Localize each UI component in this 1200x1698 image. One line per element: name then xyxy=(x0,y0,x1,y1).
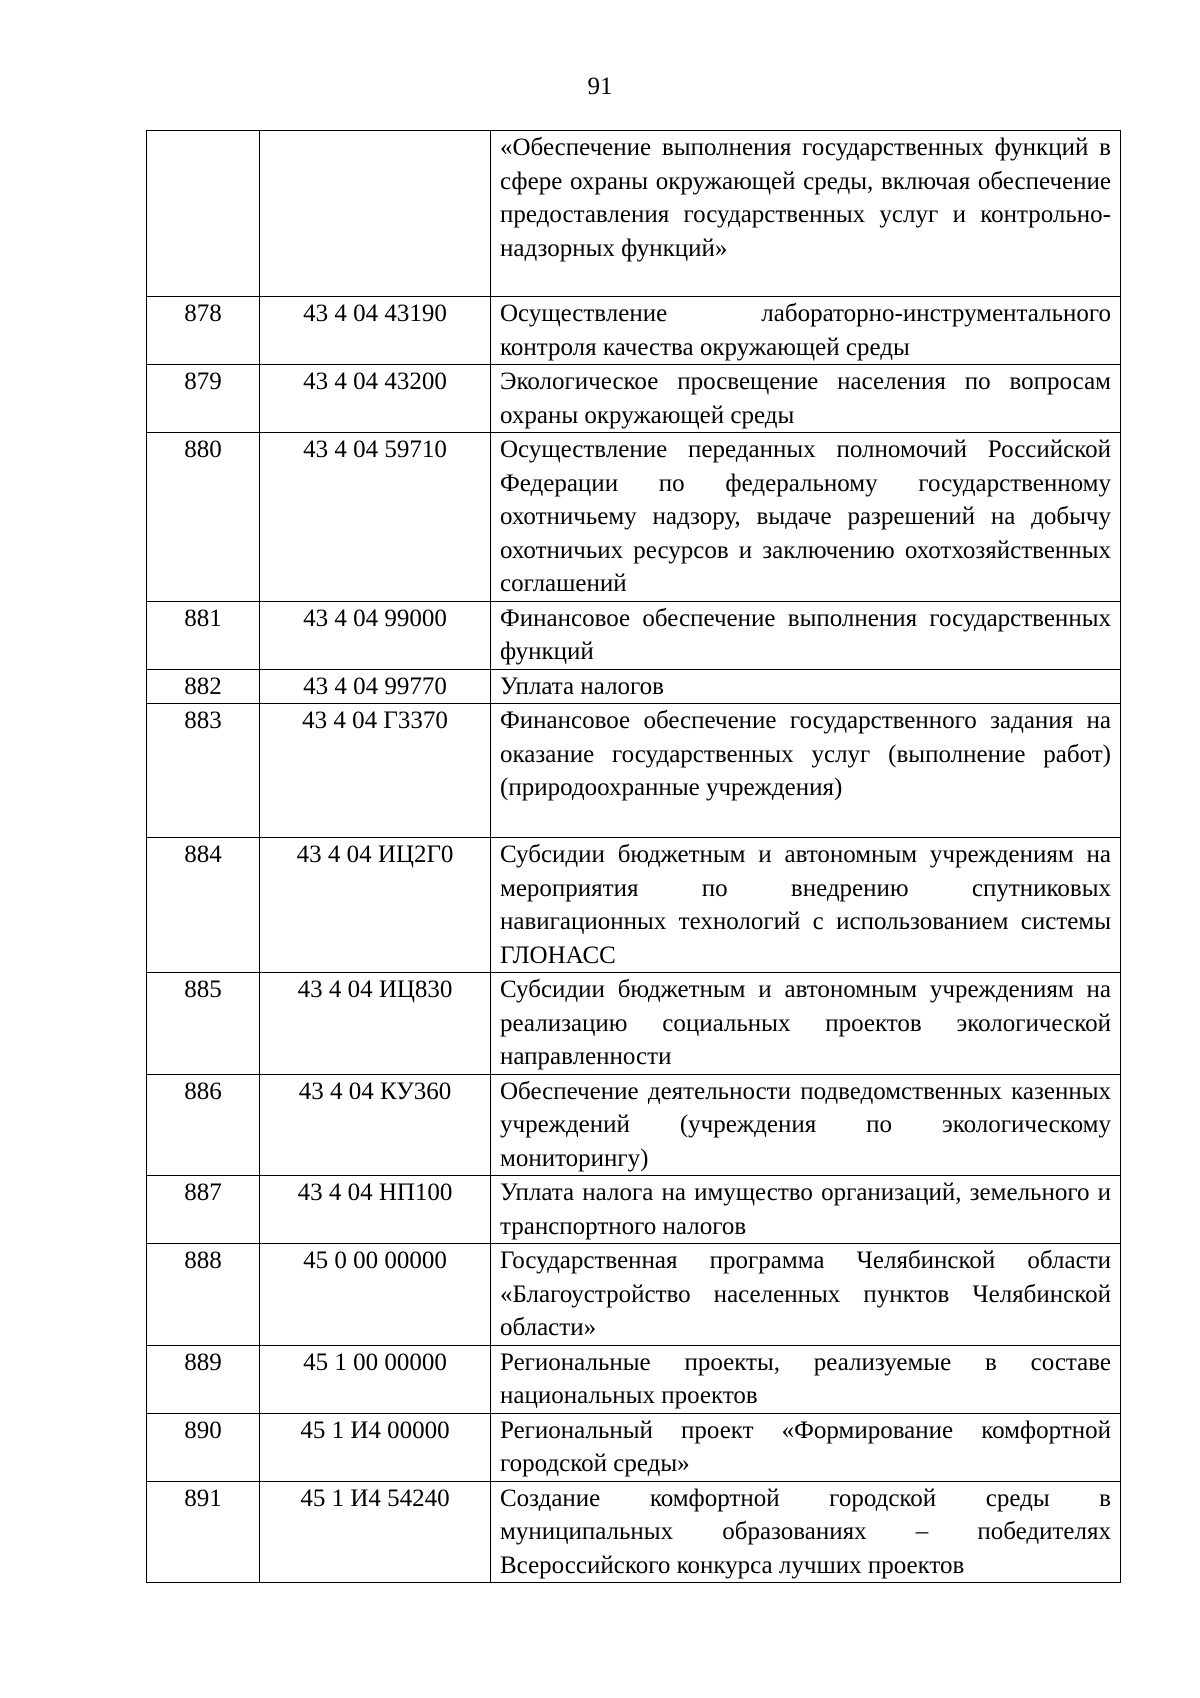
row-name-text: Экологическое просвещение населения по вопросам охраны окружающей среды xyxy=(500,368,1111,429)
row-name-text: «Обеспечение выполнения государственных функций в сфере охраны окружающей среды, включая обеспечение предоставления государственных услуг и контрольно-надзорных функций» xyxy=(500,134,1111,262)
table-row xyxy=(147,1244,1121,1346)
row-code: 43 4 04 Г3370 xyxy=(260,704,491,838)
row-name xyxy=(491,973,1121,1075)
table-row xyxy=(147,131,1121,297)
row-number: 891 xyxy=(147,1481,260,1583)
row-name xyxy=(491,1413,1121,1481)
budget-codes-table xyxy=(146,130,1121,1583)
row-name xyxy=(491,365,1121,433)
row-name-text: Обеспечение деятельности подведомственных казенных учреждений (учреждения по экологическому мониторингу) xyxy=(500,1077,1111,1172)
row-code: 43 4 04 99770 xyxy=(260,669,491,704)
row-code: 45 1 И4 54240 xyxy=(260,1481,491,1583)
row-code: 45 0 00 00000 xyxy=(260,1244,491,1346)
table-row xyxy=(147,1413,1121,1481)
row-number: 884 xyxy=(147,838,260,973)
row-name-text: Субсидии бюджетным и автономным учреждениям на мероприятия по внедрению спутниковых навигационных технологий с использованием системы ГЛОНАСС xyxy=(500,841,1111,969)
row-name-text: Создание комфортной городской среды в муниципальных образованиях – победителях Всероссийского конкурса лучших проектов xyxy=(500,1484,1111,1579)
row-number: 887 xyxy=(147,1176,260,1244)
row-code: 43 4 04 99000 xyxy=(260,601,491,669)
row-name xyxy=(491,1345,1121,1413)
row-code: 43 4 04 43190 xyxy=(260,297,491,365)
row-number: 882 xyxy=(147,669,260,704)
row-number: 881 xyxy=(147,601,260,669)
table-row xyxy=(147,433,1121,602)
table-row xyxy=(147,1345,1121,1413)
row-name xyxy=(491,704,1121,838)
row-number: 890 xyxy=(147,1413,260,1481)
row-number: 886 xyxy=(147,1074,260,1176)
row-name xyxy=(491,1074,1121,1176)
row-name-text: Уплата налогов xyxy=(500,672,664,700)
row-code: 43 4 04 ИЦ830 xyxy=(260,973,491,1075)
table-row xyxy=(147,1074,1121,1176)
row-name-text: Финансовое обеспечение выполнения государственных функций xyxy=(500,604,1111,665)
row-number: 885 xyxy=(147,973,260,1075)
row-name-text: Региональный проект «Формирование комфортной городской среды» xyxy=(500,1416,1111,1477)
row-name-text: Региональные проекты, реализуемые в составе национальных проектов xyxy=(500,1348,1111,1409)
row-number: 883 xyxy=(147,704,260,838)
row-code: 43 4 04 43200 xyxy=(260,365,491,433)
row-code: 45 1 И4 00000 xyxy=(260,1413,491,1481)
table-row xyxy=(147,838,1121,973)
row-code xyxy=(260,131,491,297)
row-name xyxy=(491,838,1121,973)
row-number: 879 xyxy=(147,365,260,433)
table-row xyxy=(147,1481,1121,1583)
table-row xyxy=(147,297,1121,365)
page-number: 91 xyxy=(587,73,613,100)
row-name-text: Государственная программа Челябинской области «Благоустройство населенных пунктов Челябинской области» xyxy=(500,1247,1111,1341)
row-number: 888 xyxy=(147,1244,260,1346)
table-row xyxy=(147,365,1121,433)
row-name xyxy=(491,1176,1121,1244)
table-row xyxy=(147,704,1121,838)
row-number xyxy=(147,131,260,297)
row-name-text: Финансовое обеспечение государственного задания на оказание государственных услуг (выполнение работ) (природоохранные учреждения) xyxy=(500,707,1111,801)
row-code: 45 1 00 00000 xyxy=(260,1345,491,1413)
row-name-text: Осуществление переданных полномочий Российской Федерации по федеральному государственному охотничьему надзору, выдаче разрешений на добычу охотничьих ресурсов и заключению охотхозяйственных соглашений xyxy=(500,436,1111,597)
row-code: 43 4 04 ИЦ2Г0 xyxy=(260,838,491,973)
row-number: 880 xyxy=(147,433,260,602)
table-row xyxy=(147,1176,1121,1244)
row-name-text: Субсидии бюджетным и автономным учреждениям на реализацию социальных проектов экологической направленности xyxy=(500,976,1111,1070)
row-name xyxy=(491,601,1121,669)
row-code: 43 4 04 59710 xyxy=(260,433,491,602)
row-name xyxy=(491,1244,1121,1346)
row-name-text: Уплата налога на имущество организаций, земельного и транспортного налогов xyxy=(500,1179,1111,1240)
table-row xyxy=(147,601,1121,669)
table-row xyxy=(147,973,1121,1075)
row-name xyxy=(491,131,1121,297)
row-name xyxy=(491,669,1121,704)
row-name xyxy=(491,433,1121,602)
row-name-text: Осуществление лабораторно-инструментального контроля качества окружающей среды xyxy=(500,300,1111,361)
row-number: 889 xyxy=(147,1345,260,1413)
table-row xyxy=(147,669,1121,704)
row-name xyxy=(491,297,1121,365)
row-name xyxy=(491,1481,1121,1583)
row-code: 43 4 04 НП100 xyxy=(260,1176,491,1244)
row-number: 878 xyxy=(147,297,260,365)
row-code: 43 4 04 КУ360 xyxy=(260,1074,491,1176)
